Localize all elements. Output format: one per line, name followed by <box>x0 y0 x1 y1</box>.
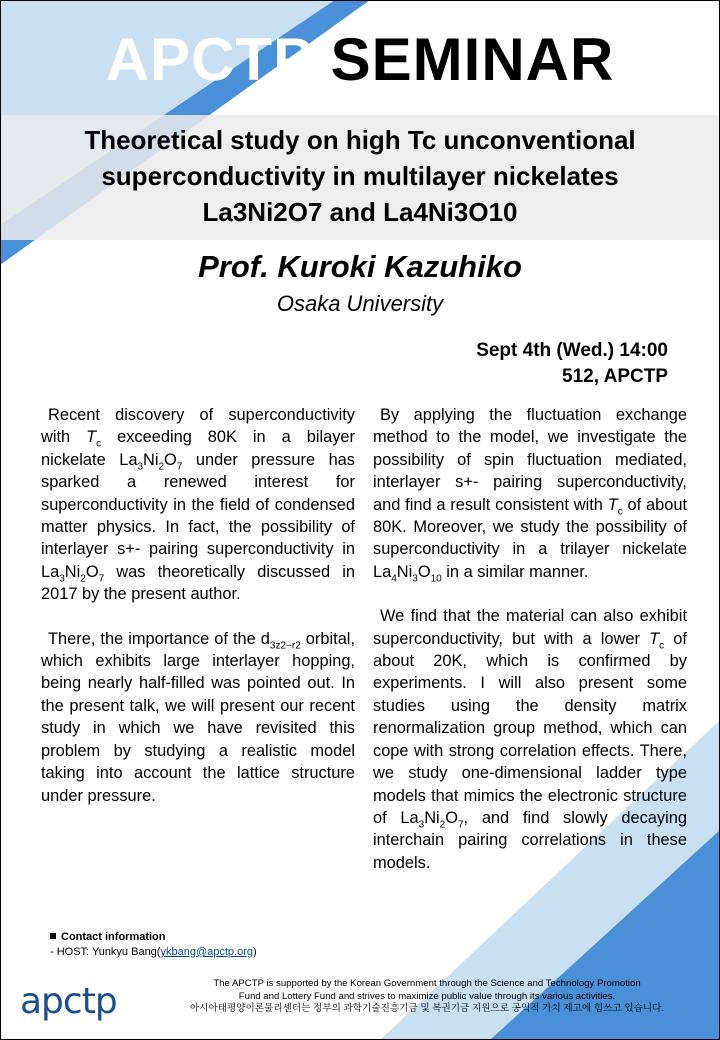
abstract-left-column <box>41 404 355 807</box>
abstract-paragraph: We find that the material can also exhibit superconductivity, but with a lower $T_c$ of about 20K, which is confirmed by experiments. I will also present some studies using the density matrix renormalization group method, which can cope with strong correlation effects. There, we study one-dimensional ladder type models that mimics the electronic structure of $La_3Ni_2O_7$, and find slowly decaying interchain pairing correlations in these models. <box>373 607 687 872</box>
seminar-datetime: Sept 4th (Wed.) 14:00 <box>476 340 668 361</box>
support-statement <box>142 978 712 1016</box>
abstract-paragraph: By applying the fluctuation exchange method to the model, we investigate the possibility of spin fluctuation mediated, interlayer s+- pairing superconductivity, and find a result consistent with $T_c$ of about 80K. Moreover, we study the possibility of superconductivity in a trilayer nickelate $La_4Ni_3O_{10}$ in a similar manner. <box>373 406 687 585</box>
seminar-venue: 512, APCTP <box>562 366 668 387</box>
abstract-right-column <box>373 404 687 874</box>
speaker-affiliation: Osaka University <box>276 291 444 316</box>
talk-title-line: Theoretical study on high Tc unconventional <box>84 125 636 155</box>
host-prefix: - HOST: Yunkyu Bang( <box>50 946 161 958</box>
header-seminar: SEMINAR <box>312 26 615 93</box>
schedule <box>476 338 668 390</box>
speaker-name: Prof. Kuroki Kazuhiko <box>198 249 522 284</box>
contact-heading: Contact information <box>61 931 166 943</box>
seminar-header <box>0 20 720 100</box>
host-email-link[interactable]: ykbang@apctp.org <box>160 946 253 958</box>
talk-title-line: superconductivity in multilayer nickelates <box>101 161 619 191</box>
bullet-square-icon <box>50 933 56 939</box>
support-line: Fund and Lottery Fund and strives to maximize public value through its various activities. <box>238 990 616 1002</box>
host-line <box>50 945 257 960</box>
abstract-paragraph: Recent discovery of superconductivity with $T_c$ exceeding 80K in a bilayer nickelate $La_3Ni_2O_7$ under pressure has sparked a renewed interest for superconductivity in the field of condensed matter physics. In fact, the possibility of interlayer s+- pairing superconductivity in $La_3Ni_2O_7$ was theoretically discussed in 2017 by the present author. <box>41 406 356 604</box>
talk-title-line: La3Ni2O7 and La4Ni3O10 <box>202 197 518 227</box>
host-suffix: ) <box>252 946 257 958</box>
apctp-logo: apctp <box>20 981 117 1022</box>
talk-title <box>40 122 680 230</box>
support-line: The APCTP is supported by the Korean Government through the Science and Technology Promotion <box>213 978 641 989</box>
header-apctp: APCTP <box>105 26 313 93</box>
support-line: 아시아태평양이론물리센터는 정부의 과학기술진흥기금 및 복권기금 지원으로 공익적 가치 제고에 힘쓰고 있습니다. <box>189 1003 665 1014</box>
abstract-paragraph: There, the importance of the $d_{3z2-r2}$ orbital, which exhibits large interlayer hopping, being nearly half-filled was pointed out. In the present talk, we will present our recent study in which we have revisited this problem by studying a realistic model taking into account the lattice structure under pressure. <box>41 629 355 805</box>
contact-information <box>50 930 257 960</box>
